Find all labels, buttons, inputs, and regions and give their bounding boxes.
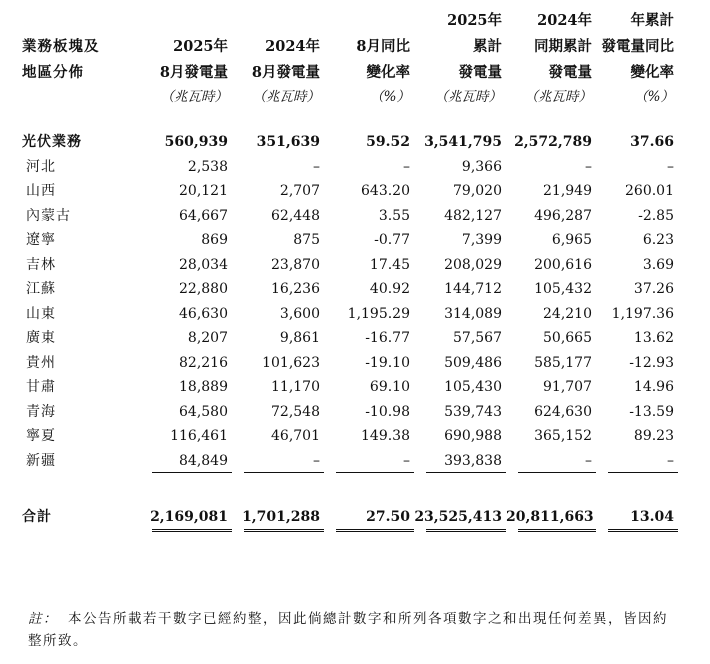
table-cell: 200,616 (534, 256, 592, 273)
table-cell: 50,665 (543, 330, 592, 346)
table-row (22, 204, 678, 229)
table-cell: 37.26 (633, 281, 674, 297)
table-cell: 560,939 (164, 134, 228, 150)
region-name: 江蘇 (26, 281, 56, 297)
table-row (22, 326, 678, 351)
table-cell: 149.38 (361, 428, 410, 444)
table-cell: 62,448 (271, 207, 320, 224)
header-cell (22, 8, 140, 34)
region-name: 新疆 (26, 452, 56, 469)
table-cell: 11,170 (271, 379, 320, 395)
table-cell: 18,889 (179, 379, 228, 395)
units-row (22, 86, 678, 108)
table-cell: 105,430 (444, 379, 502, 395)
table-cell: 23,525,413 (414, 505, 506, 529)
table-cell: 13.04 (596, 505, 678, 529)
header-cell (232, 8, 324, 34)
table-cell: 82,216 (179, 354, 228, 371)
table-cell: 59.52 (366, 134, 410, 150)
table-cell: – (667, 158, 674, 175)
table-cell: 28,034 (179, 256, 228, 273)
table-cell: 21,949 (543, 183, 592, 199)
header-cell: 地區分佈 (22, 64, 84, 81)
table-cell: 6,965 (551, 232, 592, 248)
generation-table (22, 8, 678, 529)
table-cell: 46,630 (179, 305, 228, 322)
table-cell: – (506, 449, 596, 474)
table-cell: 116,461 (170, 428, 228, 444)
spacer-row (22, 473, 678, 505)
table-cell: 314,089 (444, 305, 502, 322)
table-cell: 14.96 (633, 379, 674, 395)
table-cell: 6.23 (642, 232, 674, 248)
table-cell: 20,121 (179, 183, 228, 199)
header-cell: 發電量同比 (601, 38, 674, 55)
header-cell: 8月同比 (356, 38, 410, 55)
header-cell: 累計 (473, 38, 502, 55)
table-cell: 17.45 (369, 256, 410, 273)
header-cell: 發電量 (458, 64, 502, 81)
table-cell: 3,600 (279, 305, 320, 322)
table-cell: 260.01 (625, 183, 674, 199)
region-name: 內蒙古 (26, 207, 71, 224)
header-cell: 業務板塊及 (22, 38, 100, 55)
table-row (22, 375, 678, 400)
table-cell: – (585, 158, 592, 175)
table-cell: – (324, 449, 414, 474)
table-cell: 690,988 (444, 428, 502, 444)
header-cell: 變化率 (630, 64, 674, 81)
table-cell: 37.66 (630, 134, 674, 150)
header-cell: 2024年 (265, 38, 320, 55)
header-cell (324, 8, 414, 34)
region-name: 山東 (26, 305, 56, 322)
table-row (22, 277, 678, 302)
table-cell: 89.23 (633, 428, 674, 444)
table-cell: 24,210 (543, 305, 592, 322)
table-cell: 2,707 (279, 183, 320, 199)
table-cell: 72,548 (271, 403, 320, 420)
table-cell: -2.85 (638, 207, 674, 224)
segment-row (22, 130, 678, 155)
table-cell: 9,861 (279, 330, 320, 346)
region-name: 廣東 (26, 330, 56, 346)
table-cell: 509,486 (444, 354, 502, 371)
table-cell: -10.98 (365, 403, 410, 420)
table-cell: 8,207 (187, 330, 228, 346)
spacer-row (22, 108, 678, 130)
table-cell: 3,541,795 (424, 134, 502, 150)
table-cell: 16,236 (271, 281, 320, 297)
table-cell: 13.62 (633, 330, 674, 346)
table-cell: 1,701,288 (232, 505, 324, 529)
table-cell: 2,169,081 (140, 505, 232, 529)
table-cell: 84,849 (140, 449, 232, 474)
table-cell: 101,623 (262, 354, 320, 371)
region-name: 甘肅 (26, 379, 56, 395)
table-row (22, 449, 678, 474)
header-cell: 2025年 (173, 38, 228, 55)
table-row (22, 179, 678, 204)
region-name: 青海 (26, 403, 56, 420)
table-cell: 69.10 (369, 379, 410, 395)
unit-cell (22, 86, 140, 108)
header-row-2 (22, 34, 678, 60)
table-row (22, 253, 678, 278)
table-cell: 27.50 (324, 505, 414, 529)
total-row (22, 505, 678, 529)
table-cell: -19.10 (365, 354, 410, 371)
segment-name: 光伏業務 (22, 134, 82, 150)
table-row (22, 155, 678, 180)
table-cell: 20,811,663 (506, 505, 596, 529)
table-cell: 2,572,789 (514, 134, 592, 150)
unit-cell: （%） (370, 89, 410, 105)
table-cell: 1,197.36 (611, 305, 674, 322)
region-name: 吉林 (26, 256, 56, 273)
footnote-label: 註： (28, 611, 58, 627)
table-cell: 643.20 (361, 183, 410, 199)
header-cell: 8月發電量 (251, 64, 320, 81)
table-cell: 79,020 (453, 183, 502, 199)
table-cell: 57,567 (453, 330, 502, 346)
table-row (22, 424, 678, 449)
table-cell: 585,177 (534, 354, 592, 371)
table-cell: 2,538 (187, 158, 228, 175)
table-cell: 624,630 (534, 403, 592, 420)
table-cell: -12.93 (629, 354, 674, 371)
table-cell: -16.77 (365, 330, 410, 346)
table-cell: 3.55 (378, 207, 410, 224)
table-cell: 22,880 (179, 281, 228, 297)
header-cell: 8月發電量 (159, 64, 228, 81)
header-cell: 同期累計 (534, 38, 592, 55)
table-cell: – (232, 449, 324, 474)
table-cell: – (596, 449, 678, 474)
table-cell: 105,432 (534, 281, 592, 297)
table-cell: 23,870 (271, 256, 320, 273)
unit-cell: （兆瓦時） (434, 89, 502, 105)
header-cell: 發電量 (548, 64, 592, 81)
header-cell: 年累計 (630, 12, 674, 29)
header-cell (140, 8, 232, 34)
table-cell: 208,029 (444, 256, 502, 273)
table-cell: 496,287 (534, 207, 592, 224)
region-name: 寧夏 (26, 428, 56, 444)
unit-cell: （%） (634, 89, 674, 105)
table-cell: 393,838 (414, 449, 506, 474)
table-cell: 539,743 (444, 403, 502, 420)
table-cell: 64,667 (179, 207, 228, 224)
table-cell: 351,639 (256, 134, 320, 150)
region-name: 貴州 (26, 354, 56, 371)
table-cell: 46,701 (271, 428, 320, 444)
table-cell: 875 (293, 232, 320, 248)
table-cell: 9,366 (461, 158, 502, 175)
table-cell: 64,580 (179, 403, 228, 420)
table-cell: – (403, 158, 410, 175)
region-name: 山西 (26, 183, 56, 199)
table-cell: 40.92 (369, 281, 410, 297)
table-cell: -13.59 (629, 403, 674, 420)
unit-cell: （兆瓦時） (524, 89, 592, 105)
unit-cell: （兆瓦時） (252, 89, 320, 105)
table-cell: 869 (201, 232, 228, 248)
table-cell: 7,399 (461, 232, 502, 248)
table-cell: -0.77 (374, 232, 410, 248)
header-cell: 變化率 (366, 64, 410, 81)
region-name: 遼寧 (26, 232, 56, 248)
unit-cell: （兆瓦時） (160, 89, 228, 105)
table-row (22, 302, 678, 327)
header-cell: 2024年 (537, 12, 592, 29)
table-cell: 482,127 (444, 207, 502, 224)
footnote-text: 本公告所載若干數字已經約整，因此倘總計數字和所列各項數字之和出現任何差異，皆因約整所致。 (28, 611, 668, 649)
table-cell: 365,152 (534, 428, 592, 444)
table-cell: 3.69 (642, 256, 674, 273)
header-row-1 (22, 8, 678, 34)
table-row (22, 228, 678, 253)
table-cell: 1,195.29 (347, 305, 410, 322)
table-row (22, 351, 678, 376)
region-name: 河北 (26, 158, 56, 175)
table-cell: 144,712 (444, 281, 502, 297)
header-row-3 (22, 60, 678, 86)
table-cell: – (313, 158, 320, 175)
header-cell: 2025年 (447, 12, 502, 29)
footnote (28, 608, 678, 652)
table-cell: 91,707 (543, 379, 592, 395)
table-row (22, 400, 678, 425)
total-label: 合計 (22, 509, 52, 525)
